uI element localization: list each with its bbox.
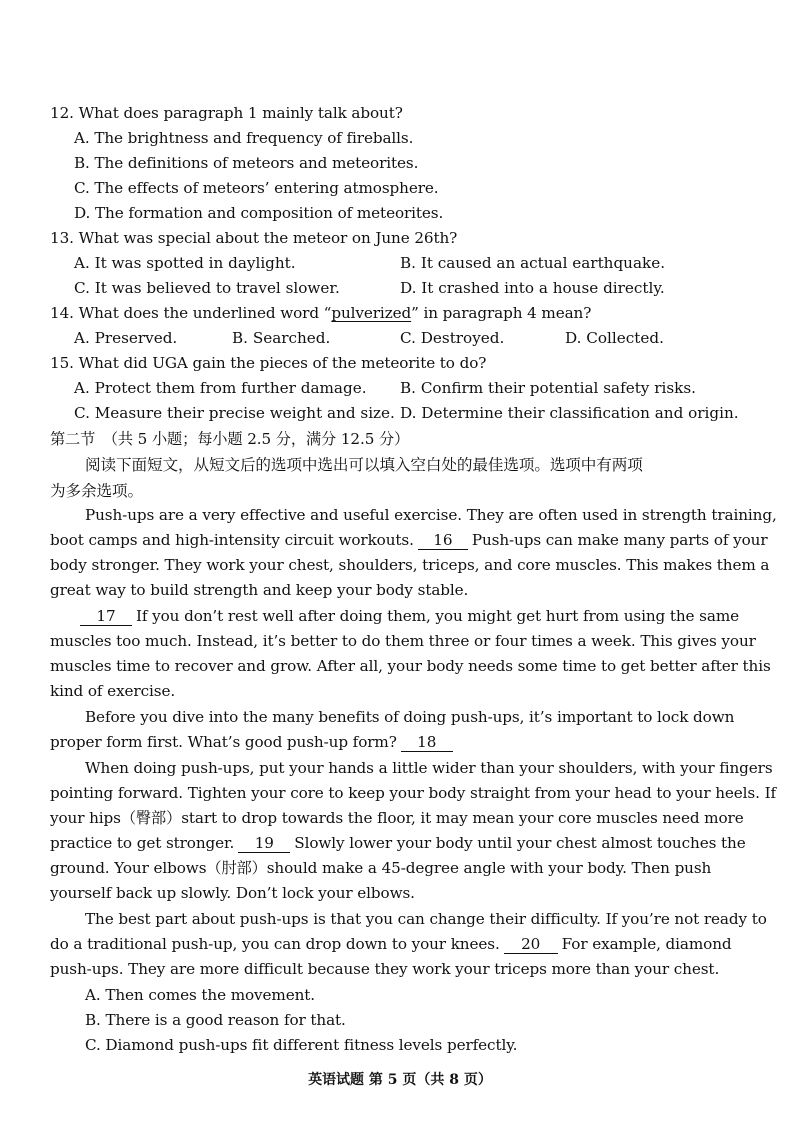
passage-p5-line-3: push-ups. They are more difficult because they work your triceps more than your chest. — [50, 960, 720, 978]
question-15-option-c: C. Measure their precise weight and size. — [74, 404, 395, 422]
passage-p1-line-4: great way to build strength and keep your body stable. — [50, 581, 469, 599]
question-15-option-b: B. Confirm their potential safety risks. — [400, 379, 696, 397]
question-15-option-d: D. Determine their classification and origin. — [400, 404, 739, 422]
question-14-stem: 14. What does the underlined word “pulverized” in paragraph 4 mean? — [50, 304, 592, 322]
question-15-stem: 15. What did UGA gain the pieces of the meteorite to do? — [50, 354, 487, 372]
question-14-option-d: D. Collected. — [565, 329, 664, 347]
passage-p4-line-6: yourself back up slowly. Don’t lock your elbows. — [50, 884, 415, 902]
passage-p2-line-3: muscles time to recover and grow. After all, your body needs some time to get better after this — [50, 657, 771, 675]
passage-p3-line-2: proper form first. What’s good push-up form? 18 — [50, 732, 457, 752]
underlined-word: pulverized — [331, 304, 412, 322]
blank-19: 19 — [238, 835, 290, 853]
question-13-option-b: B. It caused an actual earthquake. — [400, 254, 666, 272]
passage-p4-line-5: ground. Your elbows（肘部）should make a 45-degree angle with your body. Then push — [50, 859, 712, 877]
page-footer: 英语试题 第 5 页（共 8 页） — [308, 1072, 492, 1088]
section-2-instruction-line-1: 阅读下面短文，从短文后的选项中选出可以填入空白处的最佳选项。选项中有两项 — [85, 456, 643, 474]
passage-p5-line-2: do a traditional push-up, you can drop down to your knees. 20 For example, diamond — [50, 935, 732, 953]
passage-p1-line-2: boot camps and high-intensity circuit workouts. 16 Push-ups can make many parts of your — [50, 531, 768, 549]
answer-option-a: A. Then comes the movement. — [85, 986, 316, 1004]
section-2-instruction-line-2: 为多余选项。 — [50, 482, 143, 500]
passage-p2-line-1: 17 If you don’t rest well after doing them, you might get hurt from using the same — [80, 606, 739, 626]
passage-p4-line-2: pointing forward. Tighten your core to keep your body straight from your head to your heels. If — [50, 784, 776, 802]
question-13-option-c: C. It was believed to travel slower. — [74, 279, 340, 297]
question-14-option-a: A. Preserved. — [74, 329, 178, 347]
question-12-option-d: D. The formation and composition of meteorites. — [74, 204, 444, 222]
question-13-stem: 13. What was special about the meteor on June 26th? — [50, 229, 458, 247]
question-14-option-b: B. Searched. — [232, 329, 331, 347]
passage-p5-line-1: The best part about push-ups is that you can change their difficulty. If you’re not ready to — [85, 910, 767, 928]
question-15-option-a: A. Protect them from further damage. — [74, 379, 367, 397]
passage-p4-line-3: your hips（臀部）start to drop towards the floor, it may mean your core muscles need more — [50, 809, 744, 827]
question-12-option-c: C. The effects of meteors’ entering atmosphere. — [74, 179, 439, 197]
answer-option-b: B. There is a good reason for that. — [85, 1011, 346, 1029]
question-12-option-b: B. The definitions of meteors and meteorites. — [74, 154, 419, 172]
section-2-heading: 第二节 （共 5 小题；每小题 2.5 分，满分 12.5 分） — [50, 430, 410, 448]
passage-p1-line-1: Push-ups are a very effective and useful exercise. They are often used in strength training, — [85, 506, 777, 524]
blank-18: 18 — [401, 734, 453, 752]
question-12-stem: 12. What does paragraph 1 mainly talk about? — [50, 104, 403, 122]
blank-16: 16 — [418, 532, 468, 550]
question-14-option-c: C. Destroyed. — [400, 329, 505, 347]
passage-p4-line-1: When doing push-ups, put your hands a little wider than your shoulders, with your fingers — [85, 759, 773, 777]
blank-20: 20 — [504, 936, 558, 954]
passage-p2-line-2: muscles too much. Instead, it’s better to do them three or four times a week. This gives your — [50, 632, 756, 650]
passage-p1-line-3: body stronger. They work your chest, shoulders, triceps, and core muscles. This makes them a — [50, 556, 770, 574]
blank-17: 17 — [80, 608, 132, 626]
question-13-option-d: D. It crashed into a house directly. — [400, 279, 665, 297]
question-13-option-a: A. It was spotted in daylight. — [74, 254, 296, 272]
passage-p2-line-4: kind of exercise. — [50, 682, 176, 700]
answer-option-c: C. Diamond push-ups fit different fitness levels perfectly. — [85, 1036, 518, 1054]
passage-p3-line-1: Before you dive into the many benefits of doing push-ups, it’s important to lock down — [85, 708, 735, 726]
question-12-option-a: A. The brightness and frequency of fireballs. — [74, 129, 414, 147]
passage-p4-line-4: practice to get stronger. 19 Slowly lower your body until your chest almost touches the — [50, 834, 746, 852]
